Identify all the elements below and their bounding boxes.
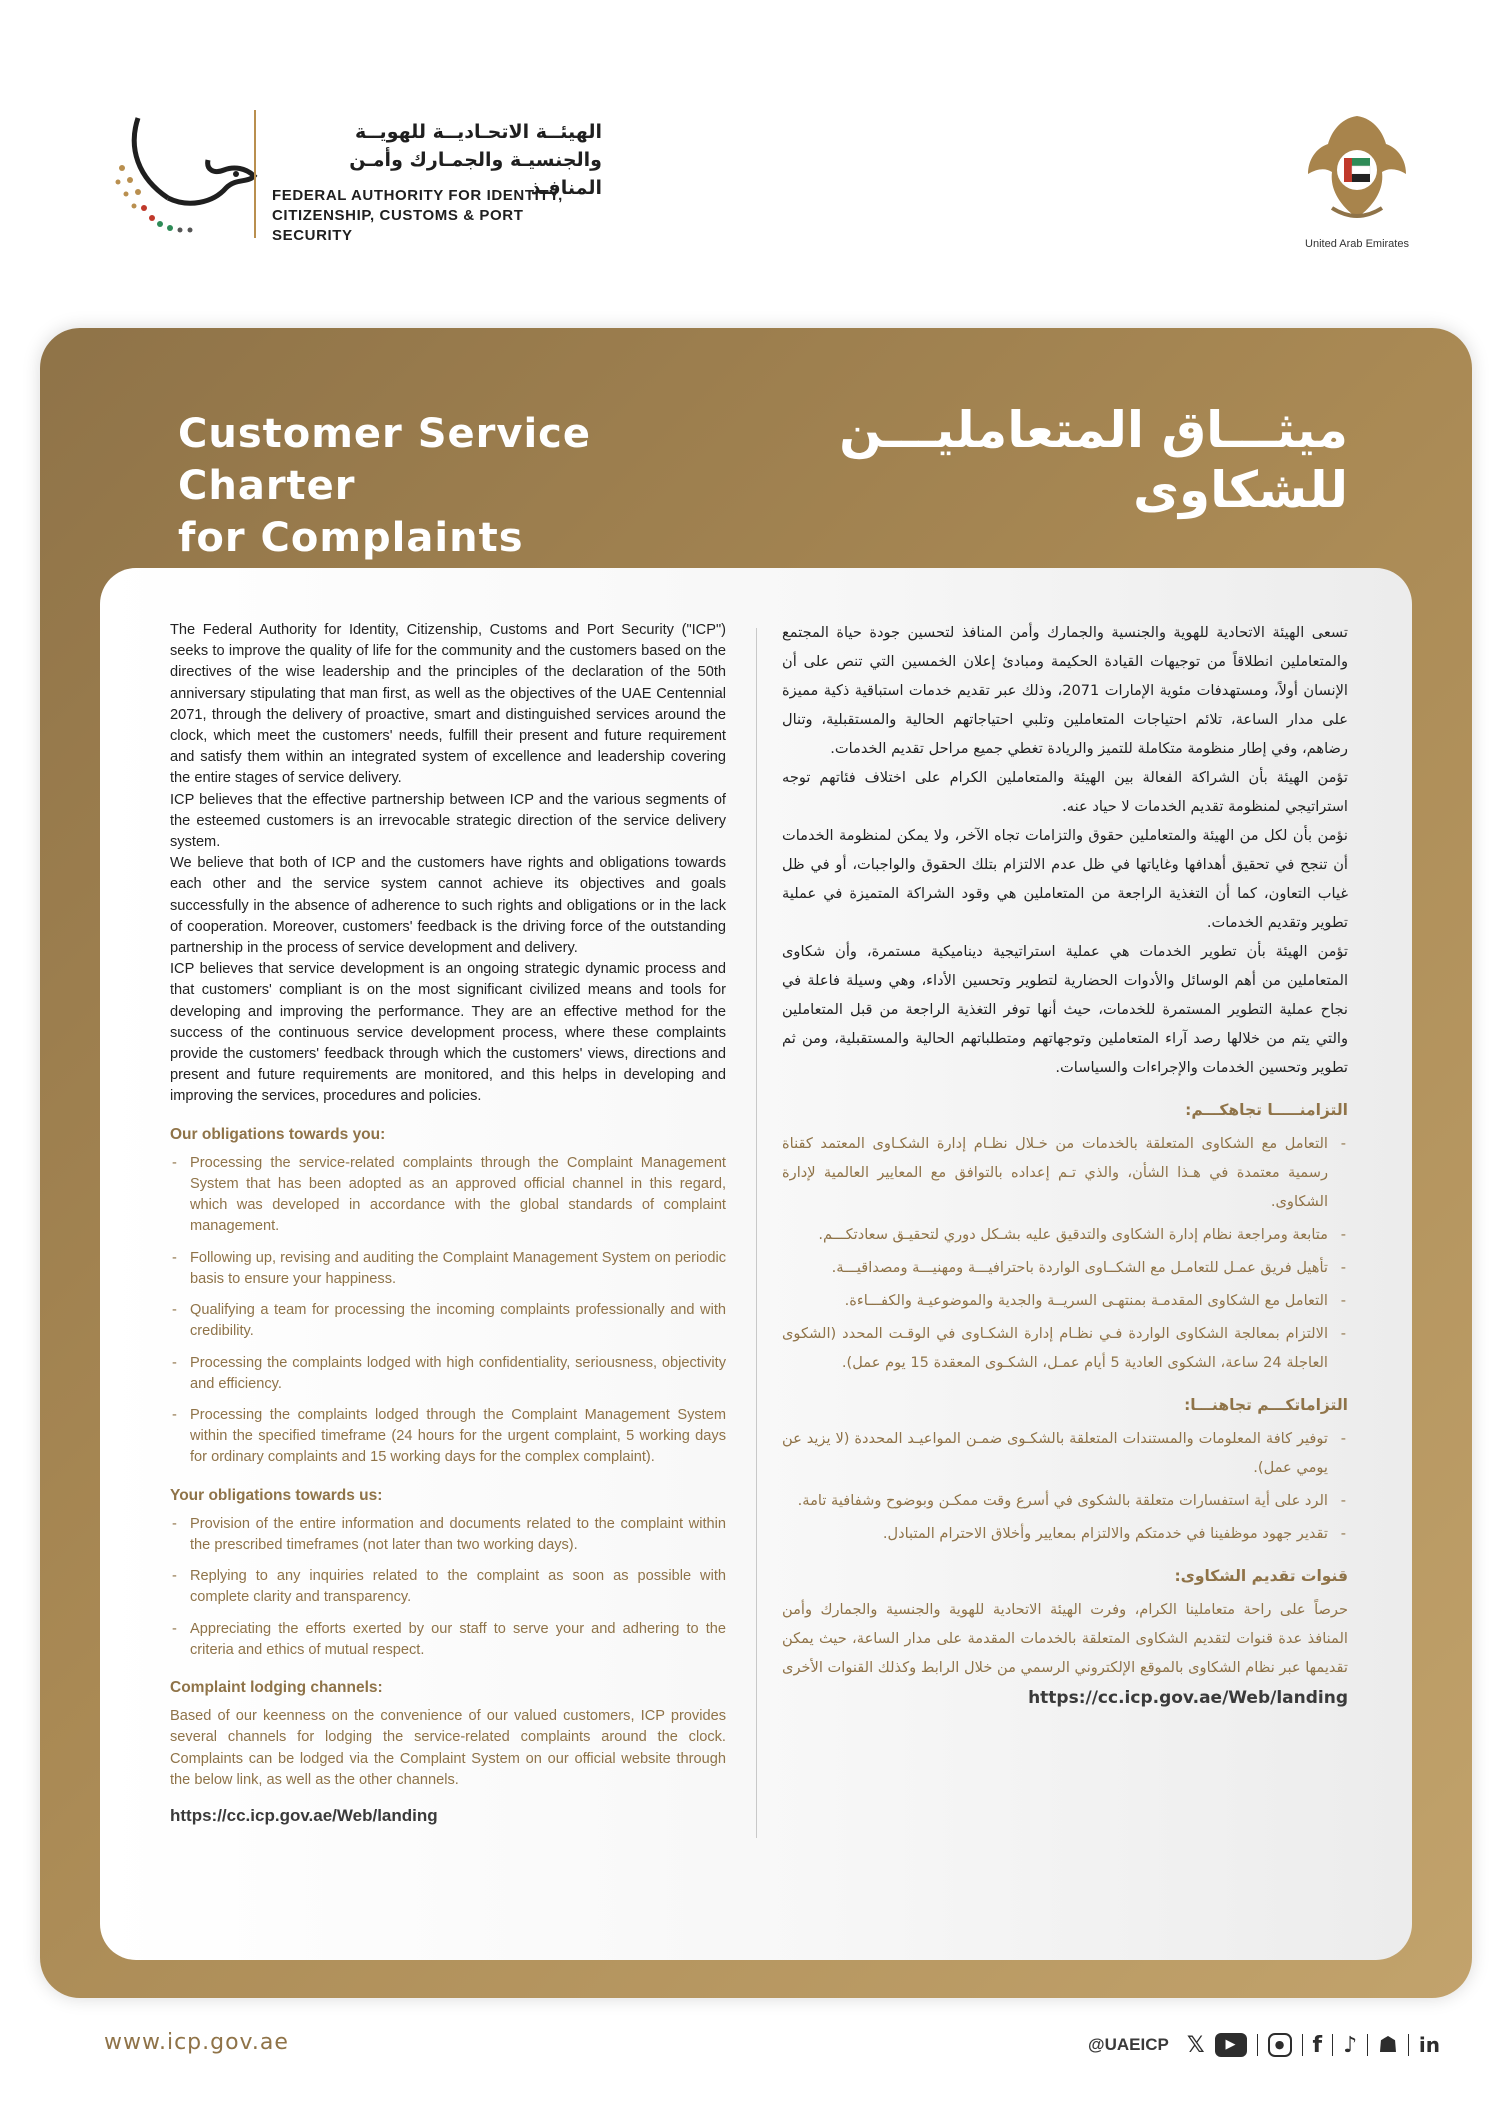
list-item: - الالتزام بمعالجة الشكاوى الواردة فـي نظـام إدارة الشكـاوى في الوقـت المحدد (الشكوى العاجلة 24 ساعة، الشكوى العادية 5 أيام عمـل، الشكـوى المعقدة 15 يوم عمل). <box>782 1319 1348 1377</box>
list-item: - تقدير جهود موظفينا في خدمتكم والالتزام بمعايير وأخلاق الاحترام المتبادل. <box>782 1519 1348 1548</box>
title-en-line2: for Complaints <box>178 515 524 561</box>
tiktok-icon[interactable]: ♪ <box>1343 2032 1358 2058</box>
social-handle[interactable]: @UAEICP <box>1088 2035 1169 2054</box>
title-en-line1: Customer Service Charter <box>178 411 591 509</box>
page-header <box>0 0 1509 330</box>
uae-emblem <box>1302 108 1412 228</box>
list-item: - Qualifying a team for processing the incoming complaints professionally and with credibility. <box>170 1300 726 1342</box>
title-ar-line2: للشكاوى <box>1133 461 1348 519</box>
list-item: - Processing the complaints lodged through the Complaint Management System within the specified timeframe (24 hours for the urgent complaint, 5 working days for ordinary complaints and 15 working days for the complex complaint). <box>170 1405 726 1469</box>
our-obligations-list-ar <box>782 1129 1348 1377</box>
intro-paragraph-1-ar: تسعى الهيئة الاتحادية للهوية والجنسية والجمارك وأمن المنافذ لتحسين جودة حياة المجتمع والمتعاملين انطلاقاً من توجيهات القيادة الحكيمة ومبادئ إعلان الخمسين التي تنص على أن الإنسان أولاً، ومستهدفات مئوية الإمارات 2071، وذلك عبر تقديم خدمات استباقية ذكية مميزة على مدار الساعة، تلائم احتياجات المتعاملين وتلبي احتياجاتهم الحالية والمستقبلية، وتنال رضاهم، وفي إطار منظومة متكاملة للتميز والريادة تغطي جميع مراحل تقديم الخدمات. <box>782 624 1348 757</box>
intro-paragraph-4: ICP believes that service development is an ongoing strategic dynamic process and that customers' compliant is on the most significant civilized means and tools for developing and improving the performance. They are an effective method for the success of the continuous service development process, where these complaints provide the customers' feedback through which the customers' views, directions and present and future requirements are monitored, and this helps in developing and improving the services, procedures and policies. <box>170 961 726 1105</box>
linkedin-icon[interactable]: in <box>1418 2033 1440 2057</box>
icp-falcon-logo <box>108 108 268 238</box>
column-divider <box>756 628 757 1838</box>
website-link[interactable]: www.icp.gov.ae <box>104 2030 289 2055</box>
channels-text: Based of our keenness on the convenience of our valued customers, ICP provides several channels for lodging the service-related complaints around the clock. Complaints can be lodged via the Complaint System on our official website through the below link, as well as the other channels. <box>170 1708 726 1788</box>
authority-en-line1: FEDERAL AUTHORITY FOR IDENTITY, <box>272 187 563 204</box>
social-separator <box>1302 2034 1303 2056</box>
list-item: - الرد على أية استفسارات متعلقة بالشكوى في أسرع وقت ممكـن وبوضوح وشفافية تامة. <box>782 1486 1348 1515</box>
list-item: - Provision of the entire information and documents related to the complaint within the prescribed timeframes (not later than two working days). <box>170 1514 726 1556</box>
intro-paragraph-2-ar: تؤمن الهيئة بأن الشراكة الفعالة بين الهيئة والمتعاملين الكرام على اختلاف فئاتهم توجه استراتيجي لمنظومة تقديم الخدمات لا حياد عنه. <box>782 769 1348 815</box>
list-item: - التعامل مع الشكاوى المقدمـة بمنتهـى السريــة والجدية والموضوعيـة والكفـــاءة. <box>782 1286 1348 1315</box>
title-ar <box>760 400 1348 520</box>
list-item: - Replying to any inquiries related to the complaint as soon as possible with complete clarity and transparency. <box>170 1566 726 1608</box>
intro-paragraph-3: We believe that both of ICP and the customers have rights and obligations towards each other and the service system cannot achieve its objectives and goals successfully in the absence of adherence to such rights and obligations or in the lack of cooperation. Moreover, customers' feedback is the driving force of the outstanding partnership in the process of service development and delivery. <box>170 855 726 957</box>
channels-heading: Complaint lodging channels: <box>170 1678 383 1696</box>
snapchat-icon[interactable]: ☗ <box>1378 2032 1398 2058</box>
your-obligations-list-ar <box>782 1424 1348 1548</box>
intro-paragraph-1: The Federal Authority for Identity, Citizenship, Customs and Port Security ("ICP") seeks to improve the quality of life for the community and the customers based on the directives of the wise leadership and the principles of the declaration of the 50th anniversary stipulating that man first, as well as the objectives of the UAE Centennial 2071, through the delivery of proactive, smart and distinguished services around the clock, which meet the customers' needs, fulfill their present and future requirement and satisfy them within an integrated system of excellence and leadership covering the entire stages of service delivery. <box>170 622 726 787</box>
instagram-icon[interactable]: ● <box>1268 2033 1292 2057</box>
complaint-link-en[interactable]: https://cc.icp.gov.ae/Web/landing <box>170 1805 438 1825</box>
uae-label: United Arab Emirates <box>1305 238 1409 250</box>
social-separator <box>1367 2034 1368 2056</box>
list-item: - Processing the service-related complaints through the Complaint Management System that has been adopted as an approved official channel in this regard, which was developed in accordance with the global standards of complaint management. <box>170 1153 726 1238</box>
authority-ar-line1: الهيئــة الاتحـاديــة للهويــة <box>355 121 602 143</box>
social-bar <box>1088 2030 1440 2060</box>
your-obligations-heading: Your obligations towards us: <box>170 1486 383 1504</box>
list-item: - Appreciating the efforts exerted by our staff to serve your and adhering to the criteria and ethics of mutual respect. <box>170 1619 726 1661</box>
intro-paragraph-3-ar: نؤمن بأن لكل من الهيئة والمتعاملين حقوق والتزامات تجاه الآخر، ولا يمكن لمنظومة الخدمات أن تنجح في تحقيق أهدافها وغاياتها في ظل عدم الالتزام بتلك الحقوق والواجبات، أو في ظل غياب التعاون، كما أن التغذية الراجعة من المتعاملين هي وقود الشراكة المتميزة في عملية تطوير وتقديم الخدمات. <box>782 827 1348 931</box>
your-obligations-list <box>170 1514 726 1661</box>
list-item: - متابعة ومراجعة نظام إدارة الشكاوى والتدقيق عليه بشـكل دوري لتحقيـق سعادتكـــم. <box>782 1220 1348 1249</box>
intro-paragraph-2: ICP believes that the effective partnership between ICP and the various segments of the esteemed customers is an irrevocable strategic direction of the service delivery system. <box>170 791 726 851</box>
authority-name-en <box>272 186 602 246</box>
header-divider <box>254 110 256 238</box>
title-ar-line1: ميثـــاق المتعامليـــن <box>839 401 1348 459</box>
social-separator <box>1408 2034 1409 2056</box>
authority-en-line2: CITIZENSHIP, CUSTOMS & PORT SECURITY <box>272 207 524 244</box>
our-obligations-heading: Our obligations towards you: <box>170 1125 386 1143</box>
authority-ar-line2: والجنسيـة والجمـارك وأمـن المنافـذ <box>349 149 602 199</box>
our-obligations-heading-ar: التزامنـــــا تجاهكـــم: <box>1185 1101 1348 1119</box>
x-icon[interactable]: 𝕏 <box>1186 2032 1205 2058</box>
our-obligations-list <box>170 1153 726 1469</box>
list-item: - توفير كافة المعلومات والمستندات المتعلقة بالشكـوى ضمـن المواعيـد المحددة (لا يزيد عن يومي عمل). <box>782 1424 1348 1482</box>
youtube-icon[interactable]: ▶ <box>1215 2033 1247 2057</box>
intro-paragraph-4-ar: تؤمن الهيئة بأن تطوير الخدمات هي عملية استراتيجية ديناميكية مستمرة، وأن شكاوى المتعاملين من أهم الوسائل والأدوات الحضارية لتطوير وتحسين الأداء، وهي وسيلة فاعلة في نجاح عملية التطوير المستمرة للخدمات، حيث أنها توفر التغذية الراجعة من قبل المتعاملين والتي يتم من خلالها رصد آراء المتعاملين وتوجهاتهم ومتطلباتهم الحالية والمستقبلية، ومن ثم تطوير وتحسين الخدمات والإجراءات والسياسات. <box>782 943 1348 1076</box>
complaint-link-ar[interactable]: https://cc.icp.gov.ae/Web/landing <box>1028 1688 1348 1708</box>
your-obligations-heading-ar: التزاماتكـــم تجاهنـــا: <box>1184 1396 1348 1414</box>
list-item: - تأهيل فريق عمـل للتعامـل مع الشكــاوى الواردة باحترافيـــة ومهنيـــة ومصداقيـــة. <box>782 1253 1348 1282</box>
arabic-column <box>782 618 1348 1713</box>
social-separator <box>1257 2034 1258 2056</box>
social-separator <box>1332 2034 1333 2056</box>
list-item: - Processing the complaints lodged with high confidentiality, seriousness, objectivity and efficiency. <box>170 1353 726 1395</box>
channels-text-ar: حرصاً على راحة متعاملينا الكرام، وفرت الهيئة الاتحادية للهوية والجنسية والجمارك وأمن المنافذ عدة قنوات لتقديم الشكاوى المتعلقة بالخدمات المقدمة على مدار الساعة، حيث يمكن تقديمها عبر نظام الشكاوى بالموقع الإلكتروني الرسمي من خلال الرابط وكذلك القنوات الأخرى <box>782 1601 1348 1676</box>
channels-heading-ar: قنوات تقديم الشكاوى: <box>1174 1567 1348 1585</box>
title-en <box>178 408 738 564</box>
facebook-icon[interactable]: f <box>1312 2032 1323 2058</box>
english-column <box>170 620 726 1826</box>
list-item: - Following up, revising and auditing the Complaint Management System on periodic basis to ensure your happiness. <box>170 1248 726 1290</box>
list-item: - التعامل مع الشكاوى المتعلقة بالخدمات من خـلال نظـام إدارة الشكـاوى المعتمد كقناة رسمية معتمدة في هـذا الشأن، والذي تـم إعداده بالتوافق مع المعايير العالمية لإدارة الشكاوى. <box>782 1129 1348 1216</box>
